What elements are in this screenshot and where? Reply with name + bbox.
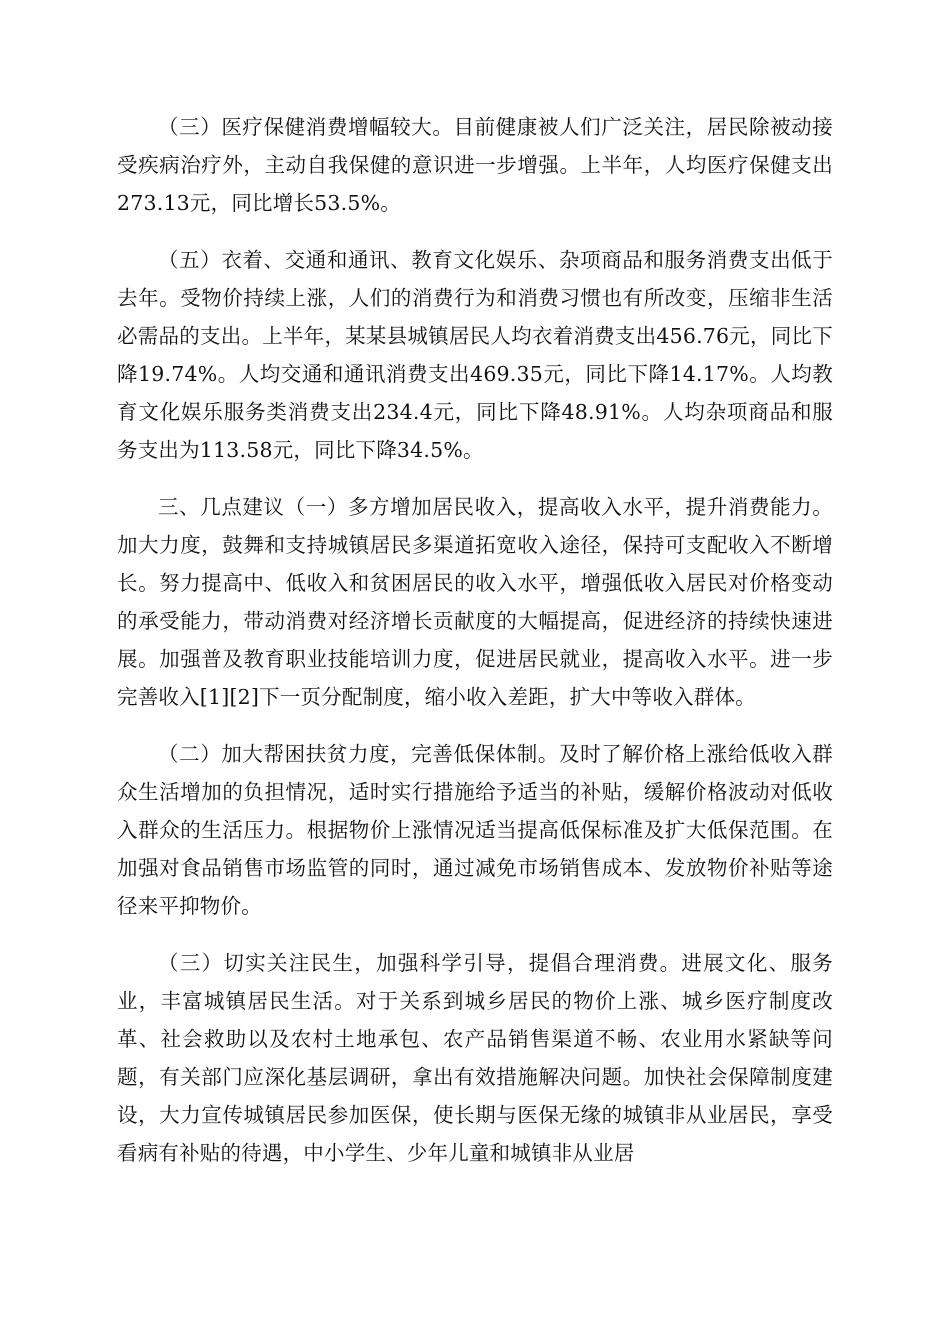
paragraph-suggestion-income: 三、几点建议（一）多方增加居民收入，提高收入水平，提升消费能力。加大力度，鼓舞和支持城镇居民多渠道拓宽收入途径，保持可支配收入不断增长。努力提高中、低收入和贫困居民的收入水平，增强低收入居民对价格变动的承受能力，带动消费对经济增长贡献度的大幅提高，促进经济的持续快速进展。加强普及教育职业技能培训力度，促进居民就业，提高收入水平。进一步完善收入[1][2]下一页分配制度，缩小收入差距，扩大中等收入群体。 bbox=[117, 495, 833, 709]
paragraph-suggestion-livelihood: （三）切实关注民生，加强科学引导，提倡合理消费。进展文化、服务业，丰富城镇居民生活。对于关系到城乡居民的物价上涨、城乡医疗制度改革、社会救助以及农村土地承包、农产品销售渠道不畅、农业用水紧缺等问题，有关部门应深化基层调研，拿出有效措施解决问题。加快社会保障制度建设，大力宣传城镇居民参加医保，使长期与医保无缘的城镇非从业居民，享受看病有补贴的待遇，中小学生、少年儿童和城镇非从业居 bbox=[117, 951, 833, 1165]
paragraph-suggestion-poverty-relief: （二）加大帮困扶贫力度，完善低保体制。及时了解价格上涨给低收入群众生活增加的负担情况，适时实行措施给予适当的补贴，缓解价格波动对低收入群众的生活压力。根据物价上涨情况适当提高低保标准及扩大低保范围。在加强对食品销售市场监管的同时，通过减免市场销售成本、发放物价补贴等途径来平抑物价。 bbox=[117, 742, 833, 918]
document-body bbox=[117, 108, 833, 1191]
paragraph-other-spending: （五）衣着、交通和通讯、教育文化娱乐、杂项商品和服务消费支出低于去年。受物价持续上涨，人们的消费行为和消费习惯也有所改变，压缩非生活必需品的支出。上半年，某某县城镇居民人均衣着消费支出456.76元，同比下降19.74%。人均交通和通讯消费支出469.35元，同比下降14.17%。人均教育文化娱乐服务类消费支出234.4元，同比下降48.91%。人均杂项商品和服务支出为113.58元，同比下降34.5%。 bbox=[117, 248, 833, 462]
paragraph-medical-spending: （三）医疗保健消费增幅较大。目前健康被人们广泛关注，居民除被动接受疾病治疗外，主动自我保健的意识进一步增强。上半年，人均医疗保健支出273.13元，同比增长53.5%。 bbox=[117, 115, 833, 215]
